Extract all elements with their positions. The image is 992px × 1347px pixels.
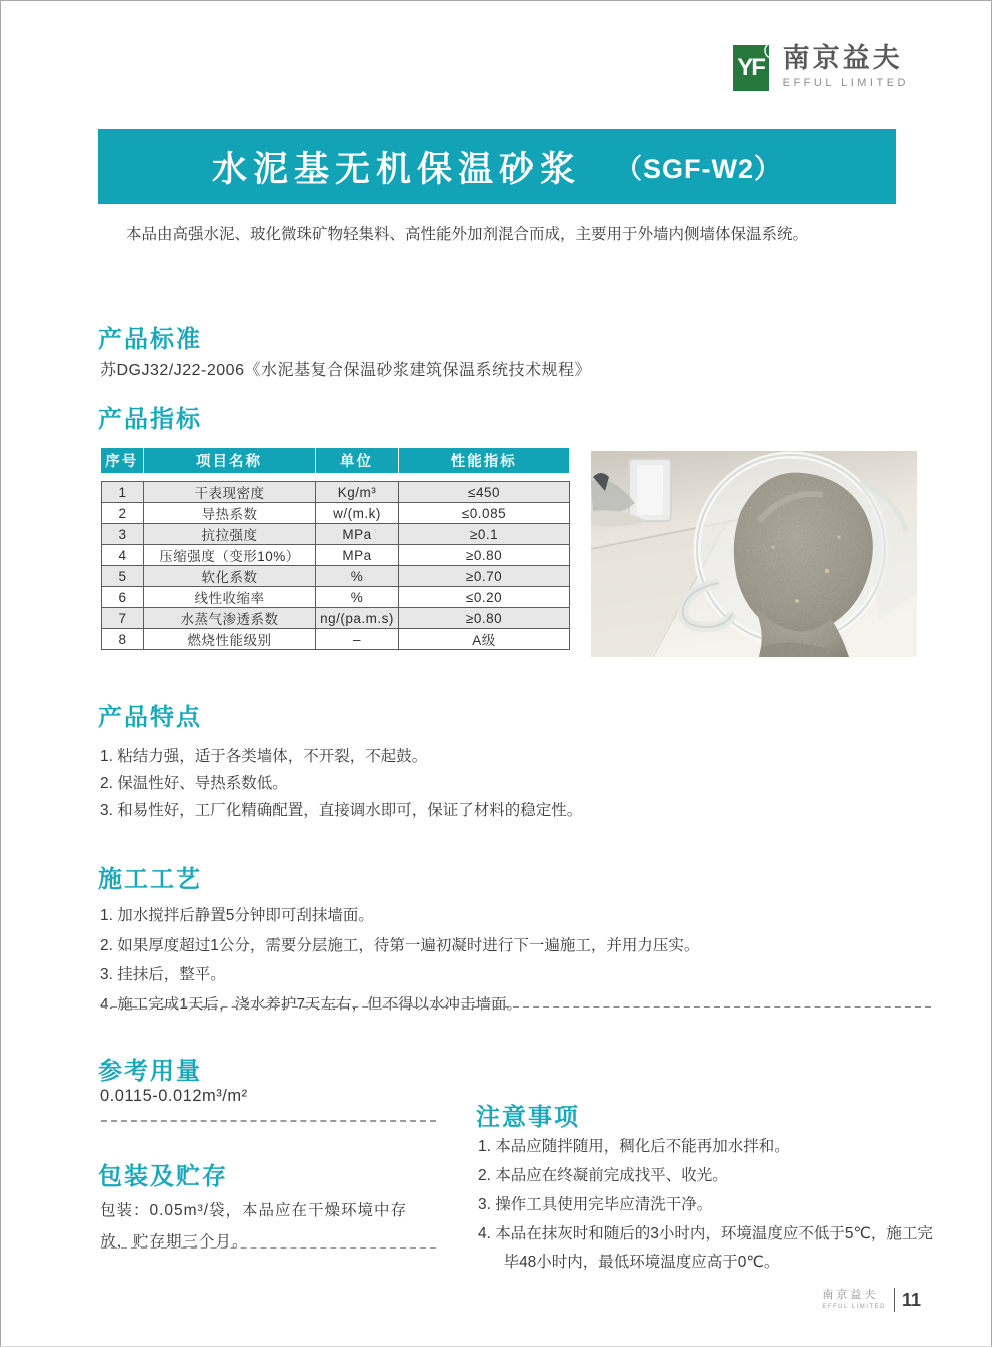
notes-list [478, 1132, 946, 1277]
company-name [783, 45, 909, 89]
footer-brand [822, 1290, 886, 1310]
yf-logo-letters: YF [737, 54, 764, 81]
cell-name: 线性收缩率 [144, 587, 316, 608]
column-header-no: 序号 [101, 448, 143, 473]
company-logo [733, 38, 909, 91]
cell-name: 水蒸气渗透系数 [144, 608, 316, 629]
cell-no: 8 [102, 629, 144, 650]
company-name-cn: 南京益夫 [782, 43, 903, 73]
product-title-banner [98, 129, 896, 204]
reference-value: 0.0115-0.012m³/m² [100, 1087, 248, 1105]
section-heading-notes: 注意事项 [476, 1104, 580, 1131]
cell-no: 1 [102, 482, 144, 503]
cell-name: 干表现密度 [144, 482, 316, 503]
list-item: 4. 本品在抹灰时和随后的3小时内，环境温度应不低于5℃，施工完毕48小时内，最低环境温度应高于0℃。 [478, 1225, 933, 1271]
product-intro: 本品由高强水泥、玻化微珠矿物轻集料、高性能外加剂混合而成，主要用于外墙内侧墙体保温系统。 [126, 226, 809, 243]
cell-name: 压缩强度（变形10%） [144, 545, 316, 566]
cell-performance: ≥0.70 [399, 566, 570, 587]
cell-unit: MPa [316, 524, 399, 545]
table-row [102, 629, 570, 650]
table-row [102, 524, 570, 545]
features-list [100, 743, 920, 824]
cell-unit: % [316, 566, 399, 587]
section-heading-indicators: 产品指标 [98, 406, 202, 433]
list-item: 1. 本品应随拌随用，稠化后不能再加水拌和。 [478, 1138, 790, 1155]
table-row [102, 545, 570, 566]
section-divider [101, 1006, 931, 1008]
cell-no: 5 [102, 566, 144, 587]
cell-no: 2 [102, 503, 144, 524]
list-item: 3. 操作工具使用完毕应清洗干净。 [478, 1196, 713, 1213]
list-item: 2. 本品应在终凝前完成找平、收光。 [478, 1167, 728, 1184]
yf-logo-icon [733, 38, 780, 91]
product-model: （SGF-W2） [615, 154, 782, 184]
table-row [102, 503, 570, 524]
standard-text: 苏DGJ32/J22-2006《水泥基复合保温砂浆建筑保温系统技术规程》 [100, 362, 591, 379]
cell-performance: ≥0.80 [399, 545, 570, 566]
cell-no: 7 [102, 608, 144, 629]
cell-name: 软化系数 [144, 566, 316, 587]
list-item: 1. 粘结力强，适于各类墙体，不开裂，不起鼓。 [100, 748, 428, 765]
cell-unit: w/(m.k) [316, 503, 399, 524]
column-header-unit: 单位 [315, 448, 398, 473]
cell-unit: – [316, 629, 399, 650]
list-item: 2. 保温性好、导热系数低。 [100, 775, 288, 792]
page-number: 11 [901, 1289, 921, 1310]
column-header-name: 项目名称 [143, 448, 315, 473]
list-item: 3. 和易性好，工厂化精确配置，直接调水即可，保证了材料的稳定性。 [100, 802, 583, 819]
table-row [102, 482, 570, 503]
indicators-table [101, 481, 570, 650]
table-row [102, 608, 570, 629]
cell-performance: ≥0.1 [399, 524, 570, 545]
cell-no: 6 [102, 587, 144, 608]
table-row [102, 587, 570, 608]
list-item: 1. 加水搅拌后静置5分钟即可刮抹墙面。 [100, 907, 374, 924]
cell-performance: A级 [399, 629, 570, 650]
cell-no: 3 [102, 524, 144, 545]
section-heading-process: 施工工艺 [98, 866, 202, 893]
cell-name: 抗拉强度 [144, 524, 316, 545]
cell-name: 导热系数 [144, 503, 316, 524]
section-heading-standard: 产品标准 [98, 326, 202, 353]
cell-no: 4 [102, 545, 144, 566]
cell-performance: ≤0.20 [399, 587, 570, 608]
section-heading-reference: 参考用量 [98, 1058, 202, 1085]
cell-unit: MPa [316, 545, 399, 566]
registered-trademark-icon: ® [763, 38, 780, 65]
table-row [102, 566, 570, 587]
cell-performance: ≤0.085 [399, 503, 570, 524]
section-divider [101, 1247, 436, 1249]
list-item: 4. 施工完成1天后，浇水养护7天左右，但不得以水冲击墙面。 [100, 995, 522, 1013]
cell-unit: ng/(pa.m.s) [316, 608, 399, 629]
page-footer [822, 1288, 921, 1312]
product-title: 水泥基无机保温砂浆 [211, 149, 581, 189]
section-heading-features: 产品特点 [98, 704, 202, 731]
footer-brand-cn: 南京益夫 [822, 1289, 879, 1301]
indicators-table-header [101, 448, 569, 473]
list-item: 2. 如果厚度超过1公分，需要分层施工，待第一遍初凝时进行下一遍施工，并用力压实。 [100, 936, 700, 954]
product-photo [591, 451, 917, 657]
section-heading-packaging: 包装及贮存 [98, 1163, 228, 1190]
footer-divider [894, 1288, 895, 1312]
list-item: 3. 挂抹后，整平。 [100, 966, 226, 983]
packaging-text: 包装：0.05m³/袋，本品应在干燥环境中存放，贮存期三个月。 [100, 1202, 408, 1250]
cell-performance: ≥0.80 [399, 608, 570, 629]
cell-unit: % [316, 587, 399, 608]
process-list [100, 901, 930, 1019]
cell-performance: ≤450 [399, 482, 570, 503]
company-name-en: EFFUL LIMITED [782, 77, 909, 89]
footer-brand-en: EFFUL LIMITED [822, 1304, 886, 1310]
column-header-performance: 性能指标 [450, 454, 517, 470]
cell-name: 燃烧性能级别 [144, 629, 316, 650]
cell-unit: Kg/m³ [316, 482, 399, 503]
section-divider [101, 1120, 436, 1122]
